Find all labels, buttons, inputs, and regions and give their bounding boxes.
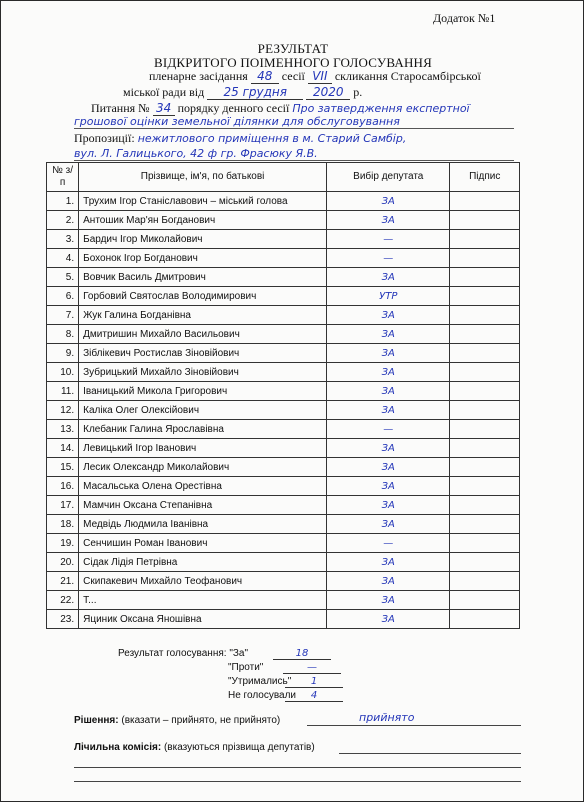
row-number: 13. bbox=[47, 420, 79, 439]
table-row bbox=[47, 287, 520, 306]
result-against-label: "Проти" bbox=[228, 662, 264, 673]
deputy-signature bbox=[450, 382, 520, 401]
deputy-vote: ЗА bbox=[327, 458, 450, 477]
deputy-vote: ЗА bbox=[327, 610, 450, 629]
header-name: Прізвище, ім'я, по батькові bbox=[79, 163, 327, 192]
row-number: 6. bbox=[47, 287, 79, 306]
table-row bbox=[47, 477, 520, 496]
deputy-name: Вовчик Василь Дмитрович bbox=[79, 268, 327, 287]
row-number: 20. bbox=[47, 553, 79, 572]
decision-label: Рішення: bbox=[74, 715, 119, 726]
commission-underline-2 bbox=[74, 767, 521, 768]
commission-underline-3 bbox=[74, 781, 521, 782]
deputy-signature bbox=[450, 591, 520, 610]
table-row bbox=[47, 515, 520, 534]
row-number: 12. bbox=[47, 401, 79, 420]
deputy-name: Масальська Олена Орестівна bbox=[79, 477, 327, 496]
table-header-row bbox=[47, 163, 520, 192]
row-number: 23. bbox=[47, 610, 79, 629]
session-number: 48 bbox=[251, 70, 279, 84]
deputy-signature bbox=[450, 515, 520, 534]
row-number: 15. bbox=[47, 458, 79, 477]
deputy-name: Сідак Лідія Петрівна bbox=[79, 553, 327, 572]
deputy-vote: ЗА bbox=[327, 553, 450, 572]
table-row bbox=[47, 363, 520, 382]
deputy-signature bbox=[450, 534, 520, 553]
table-row bbox=[47, 344, 520, 363]
deputy-vote: — bbox=[327, 230, 450, 249]
question-text-2: грошової оцінки земельної ділянки для обслуговування bbox=[74, 115, 514, 129]
question-number: 34 bbox=[153, 102, 175, 116]
deputy-name: Жук Галина Богданівна bbox=[79, 306, 327, 325]
deputy-vote: ЗА bbox=[327, 591, 450, 610]
result-for-label: Результат голосування: "За" bbox=[118, 648, 249, 659]
document-title: РЕЗУЛЬТАТ bbox=[257, 41, 329, 56]
deputy-vote: ЗА bbox=[327, 382, 450, 401]
result-novote-label: Не голосували bbox=[228, 690, 297, 701]
row-number: 1. bbox=[47, 192, 79, 211]
deputy-vote: ЗА bbox=[327, 496, 450, 515]
deputy-signature bbox=[450, 553, 520, 572]
date-prefix: міської ради від bbox=[123, 85, 205, 99]
deputy-vote: — bbox=[327, 420, 450, 439]
deputy-signature bbox=[450, 211, 520, 230]
deputy-signature bbox=[450, 344, 520, 363]
commission-line bbox=[74, 742, 315, 753]
session-convocation: VII bbox=[308, 70, 332, 84]
date-day: 25 грудня bbox=[207, 86, 303, 100]
table-row bbox=[47, 211, 520, 230]
deputy-signature bbox=[450, 230, 520, 249]
deputy-name: Іваницький Микола Григорович bbox=[79, 382, 327, 401]
table-row bbox=[47, 192, 520, 211]
table-row bbox=[47, 268, 520, 287]
table-row bbox=[47, 534, 520, 553]
table-row bbox=[47, 306, 520, 325]
question-mid: порядку денного сесії bbox=[177, 101, 290, 115]
question-line bbox=[91, 101, 470, 116]
table-row bbox=[47, 401, 520, 420]
proposals-line bbox=[74, 131, 406, 146]
row-number: 10. bbox=[47, 363, 79, 382]
question-text-1: Про затвердження експертної bbox=[292, 102, 470, 115]
table-row bbox=[47, 420, 520, 439]
table-row bbox=[47, 496, 520, 515]
deputy-name: Лесик Олександр Миколайович bbox=[79, 458, 327, 477]
deputy-vote: — bbox=[327, 249, 450, 268]
deputy-signature bbox=[450, 420, 520, 439]
row-number: 19. bbox=[47, 534, 79, 553]
result-abstain-value: 1 bbox=[285, 676, 343, 688]
deputy-signature bbox=[450, 458, 520, 477]
decision-value: прийнято bbox=[359, 711, 415, 724]
commission-hint: (вказуються прізвища депутатів) bbox=[163, 742, 315, 753]
table-row bbox=[47, 610, 520, 629]
deputy-name: Антошик Мар'ян Богданович bbox=[79, 211, 327, 230]
deputy-name: Трухим Ігор Станіславович – міський голова bbox=[79, 192, 327, 211]
table-row bbox=[47, 458, 520, 477]
row-number: 4. bbox=[47, 249, 79, 268]
deputy-signature bbox=[450, 401, 520, 420]
decision-underline bbox=[307, 725, 521, 726]
result-novote-value: 4 bbox=[285, 690, 343, 702]
header-signature: Підпис bbox=[450, 163, 520, 192]
deputy-name: Бардич Ігор Миколайович bbox=[79, 230, 327, 249]
deputy-signature bbox=[450, 268, 520, 287]
proposals-label: Пропозиції: bbox=[74, 131, 135, 145]
deputy-name: Мамчин Оксана Степанівна bbox=[79, 496, 327, 515]
deputy-name: Горбовий Святослав Володимирович bbox=[79, 287, 327, 306]
row-number: 17. bbox=[47, 496, 79, 515]
table-row bbox=[47, 230, 520, 249]
decision-line bbox=[74, 715, 280, 726]
deputy-signature bbox=[450, 496, 520, 515]
deputy-signature bbox=[450, 249, 520, 268]
row-number: 3. bbox=[47, 230, 79, 249]
table-row bbox=[47, 591, 520, 610]
row-number: 9. bbox=[47, 344, 79, 363]
row-number: 8. bbox=[47, 325, 79, 344]
result-abstain-label: "Утримались" bbox=[228, 676, 292, 687]
session-line bbox=[149, 69, 481, 84]
deputy-signature bbox=[450, 306, 520, 325]
deputy-vote: ЗА bbox=[327, 192, 450, 211]
session-prefix: пленарне засідання bbox=[149, 69, 248, 83]
table-row bbox=[47, 325, 520, 344]
session-suffix: скликання Старосамбірської bbox=[334, 69, 481, 83]
deputy-signature bbox=[450, 363, 520, 382]
deputy-vote: ЗА bbox=[327, 515, 450, 534]
date-line bbox=[123, 85, 362, 100]
deputy-vote: — bbox=[327, 534, 450, 553]
deputy-name: Клебаник Галина Ярославівна bbox=[79, 420, 327, 439]
deputy-signature bbox=[450, 439, 520, 458]
deputy-name: Яциник Оксана Яношівна bbox=[79, 610, 327, 629]
result-for-value: 18 bbox=[273, 648, 331, 660]
table-row bbox=[47, 249, 520, 268]
deputy-vote: ЗА bbox=[327, 344, 450, 363]
deputy-vote: ЗА bbox=[327, 306, 450, 325]
deputy-name: Дмитришин Михайло Васильович bbox=[79, 325, 327, 344]
deputy-name: Сенчишин Роман Іванович bbox=[79, 534, 327, 553]
session-mid: сесії bbox=[281, 69, 305, 83]
deputy-vote: ЗА bbox=[327, 363, 450, 382]
row-number: 5. bbox=[47, 268, 79, 287]
deputy-vote: ЗА bbox=[327, 211, 450, 230]
row-number: 2. bbox=[47, 211, 79, 230]
table-row bbox=[47, 439, 520, 458]
row-number: 16. bbox=[47, 477, 79, 496]
header-number: № з/п bbox=[47, 163, 79, 192]
row-number: 11. bbox=[47, 382, 79, 401]
votes-table bbox=[46, 162, 520, 629]
deputy-signature bbox=[450, 325, 520, 344]
commission-label: Лічильна комісія: bbox=[74, 742, 162, 753]
table-row bbox=[47, 382, 520, 401]
deputy-name: Зіблікевич Ростислав Зіновійович bbox=[79, 344, 327, 363]
row-number: 22. bbox=[47, 591, 79, 610]
date-suffix: р. bbox=[353, 85, 363, 99]
table-row bbox=[47, 553, 520, 572]
deputy-name: Бохонок Ігор Богданович bbox=[79, 249, 327, 268]
decision-hint: (вказати – прийнято, не прийнято) bbox=[121, 715, 281, 726]
row-number: 18. bbox=[47, 515, 79, 534]
deputy-signature bbox=[450, 477, 520, 496]
commission-underline-1 bbox=[339, 753, 521, 754]
row-number: 21. bbox=[47, 572, 79, 591]
header-vote: Вибір депутата bbox=[327, 163, 450, 192]
proposals-text-1: нежитлового приміщення в м. Старий Самбір, bbox=[137, 132, 407, 145]
table-row bbox=[47, 572, 520, 591]
deputy-name: Скипакевич Михайло Теофанович bbox=[79, 572, 327, 591]
result-against-value: — bbox=[283, 662, 341, 674]
date-year: 2020 bbox=[306, 86, 350, 100]
deputy-name: Левицький Ігор Іванович bbox=[79, 439, 327, 458]
deputy-vote: ЗА bbox=[327, 325, 450, 344]
deputy-vote: ЗА bbox=[327, 477, 450, 496]
deputy-name: Медвідь Людмила Іванівна bbox=[79, 515, 327, 534]
deputy-name: Зубрицький Михайло Зіновійович bbox=[79, 363, 327, 382]
deputy-vote: ЗА bbox=[327, 268, 450, 287]
deputy-vote: ЗА bbox=[327, 439, 450, 458]
deputy-vote: УТР bbox=[327, 287, 450, 306]
row-number: 14. bbox=[47, 439, 79, 458]
votes-table-body bbox=[47, 192, 520, 629]
row-number: 7. bbox=[47, 306, 79, 325]
deputy-name: Т... bbox=[79, 591, 327, 610]
deputy-signature bbox=[450, 287, 520, 306]
deputy-vote: ЗА bbox=[327, 572, 450, 591]
proposals-text-2: вул. Л. Галицького, 42 ф гр. Фрасюку Я.В. bbox=[74, 147, 514, 161]
document-subtitle: ВІДКРИТОГО ПОІМЕННОГО ГОЛОСУВАННЯ bbox=[153, 55, 433, 70]
deputy-vote: ЗА bbox=[327, 401, 450, 420]
question-prefix: Питання № bbox=[91, 101, 150, 115]
deputy-signature bbox=[450, 610, 520, 629]
deputy-name: Каліка Олег Олексійович bbox=[79, 401, 327, 420]
deputy-signature bbox=[450, 572, 520, 591]
annex-label: Додаток №1 bbox=[433, 11, 496, 25]
deputy-signature bbox=[450, 192, 520, 211]
